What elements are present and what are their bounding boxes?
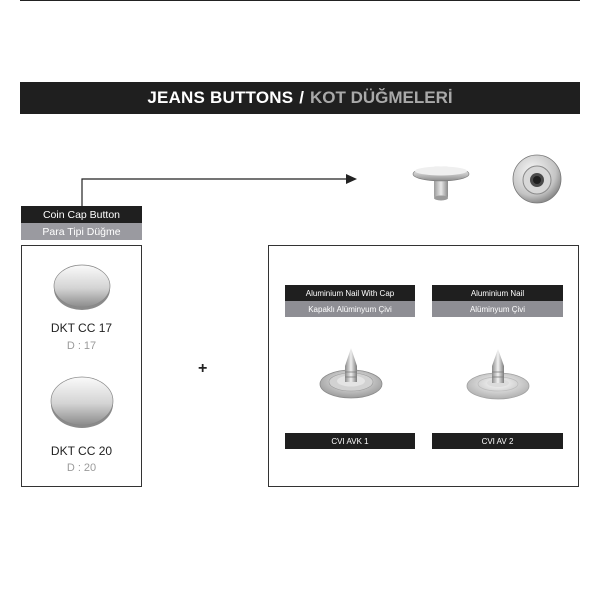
coin-button-icon (49, 374, 115, 430)
nail-2-label-en: Aluminium Nail (432, 285, 563, 301)
nail-1-code: CVI AVK 1 (285, 433, 415, 449)
nail-2-label-tr: Alüminyum Çivi (432, 301, 563, 317)
nail-1-label-tr: Kapaklı Alüminyum Çivi (285, 301, 415, 317)
nails-panel (268, 245, 579, 487)
product-dimension-2: D : 20 (66, 462, 97, 474)
product-code-1: DKT CC 17 (50, 321, 113, 335)
coin-cap-label-tr: Para Tipi Düğme (21, 223, 142, 240)
aluminium-nail-icon (465, 348, 531, 404)
nail-1-label-en: Aluminium Nail With Cap (285, 285, 415, 301)
nail-2-code: CVI AV 2 (432, 433, 563, 449)
button-side-view-icon (410, 160, 474, 202)
product-dimension-1: D : 17 (66, 340, 97, 352)
plus-sign: + (198, 360, 208, 377)
title-sub: KOT DÜĞMELERİ (310, 88, 453, 107)
product-code-2: DKT CC 20 (50, 444, 113, 458)
button-back-view-icon (511, 153, 563, 205)
title-separator: / (299, 88, 304, 107)
title-main: JEANS BUTTONS (147, 88, 294, 107)
coin-button-icon (52, 262, 112, 312)
coin-cap-label-en: Coin Cap Button (21, 206, 142, 223)
aluminium-nail-icon (318, 346, 384, 404)
